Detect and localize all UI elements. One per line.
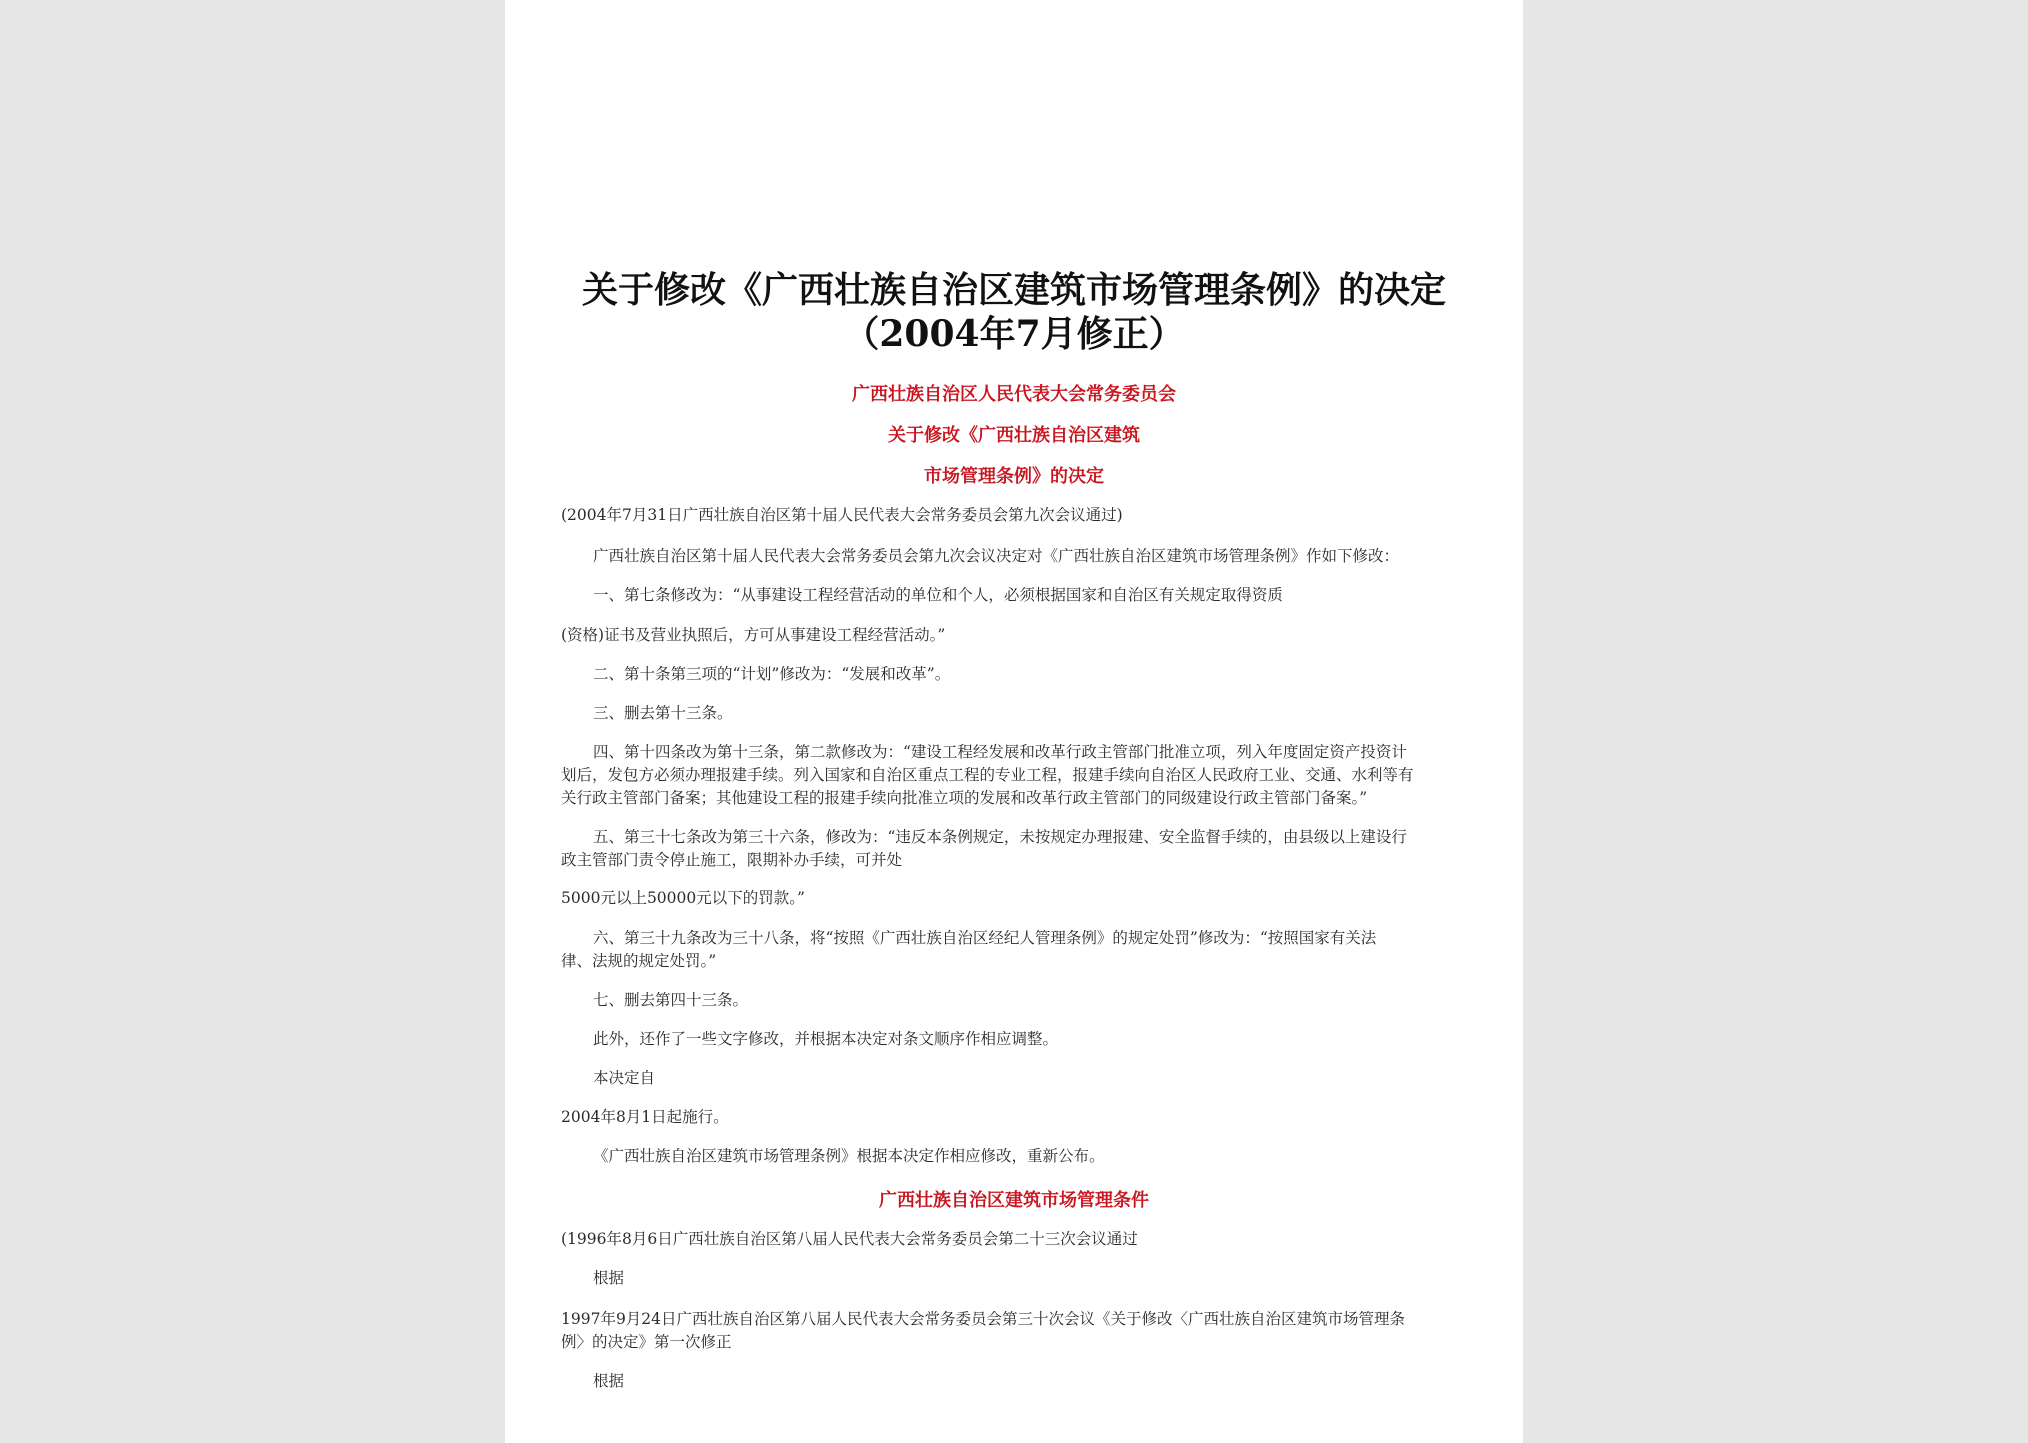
amendment-2: 二、第十条第三项的“计划”修改为：“发展和改革”。	[593, 665, 951, 683]
document-title: 关于修改《广西壮族自治区建筑市场管理条例》的决定	[581, 269, 1446, 311]
amendment-7: 七、删去第四十三条。	[593, 991, 749, 1009]
decision-heading-line2: 市场管理条例》的决定	[924, 466, 1104, 487]
effective-line2: 2004年8月1日起施行。	[561, 1108, 729, 1126]
decision-heading-line1: 关于修改《广西壮族自治区建筑	[888, 425, 1140, 446]
according-to-2: 根据	[593, 1372, 625, 1390]
amendment-5-line2: 政主管部门责令停止施工，限期补办手续，可并处	[561, 851, 903, 869]
additional-changes: 此外，还作了一些文字修改，并根据本决定对条文顺序作相应调整。	[593, 1030, 1059, 1048]
amendment-4-line1: 四、第十四条改为第十三条，第二款修改为：“建设工程经发展和改革行政主管部门批准立项，列入年度固定资产投资计	[593, 743, 1407, 761]
regulation-adoption-note: (1996年8月6日广西壮族自治区第八届人民代表大会常务委员会第二十三次会议通过	[561, 1230, 1138, 1248]
amendment-4-line2: 划后，发包方必须办理报建手续。列入国家和自治区重点工程的专业工程，报建手续向自治区人民政府工业、交通、水利等有	[561, 766, 1414, 784]
amendment-1-line2: (资格)证书及营业执照后，方可从事建设工程经营活动。”	[561, 626, 946, 644]
first-amendment-line1: 1997年9月24日广西壮族自治区第八届人民代表大会常务委员会第三十次会议《关于修改〈广西壮族自治区建筑市场管理条	[561, 1310, 1406, 1328]
amendment-1-line1: 一、第七条修改为：“从事建设工程经营活动的单位和个人，必须根据国家和自治区有关规定取得资质	[593, 586, 1283, 604]
effective-line1: 本决定自	[593, 1069, 656, 1087]
adoption-note: (2004年7月31日广西壮族自治区第十届人民代表大会常务委员会第九次会议通过)	[561, 506, 1123, 524]
amendment-3: 三、删去第十三条。	[593, 704, 733, 722]
intro-paragraph: 广西壮族自治区第十届人民代表大会常务委员会第九次会议决定对《广西壮族自治区建筑市场管理条例》作如下修改：	[593, 547, 1400, 565]
amendment-5-line1: 五、第三十七条改为第三十六条，修改为：“违反本条例规定，未按规定办理报建、安全监督手续的，由县级以上建设行	[593, 828, 1407, 846]
amendment-5-line3: 5000元以上50000元以下的罚款。”	[561, 889, 805, 907]
according-to-1: 根据	[593, 1269, 625, 1287]
amendment-6-line2: 律、法规的规定处罚。”	[561, 952, 717, 970]
amendment-4-line3: 关行政主管部门备案；其他建设工程的报建手续向批准立项的发展和改革行政主管部门的同级建设行政主管部门备案。”	[561, 789, 1368, 807]
amendment-6-line1: 六、第三十九条改为三十八条，将“按照《广西壮族自治区经纪人管理条例》的规定处罚”修改为：“按照国家有关法	[593, 929, 1377, 947]
republication-note: 《广西壮族自治区建筑市场管理条例》根据本决定作相应修改，重新公布。	[593, 1147, 1105, 1165]
regulation-heading: 广西壮族自治区建筑市场管理条件	[879, 1190, 1149, 1211]
document-page	[505, 0, 1523, 1443]
document-subtitle: （2004年7月修正）	[843, 313, 1185, 355]
committee-heading: 广西壮族自治区人民代表大会常务委员会	[852, 384, 1176, 405]
first-amendment-line2: 例〉的决定》第一次修正	[561, 1333, 732, 1351]
